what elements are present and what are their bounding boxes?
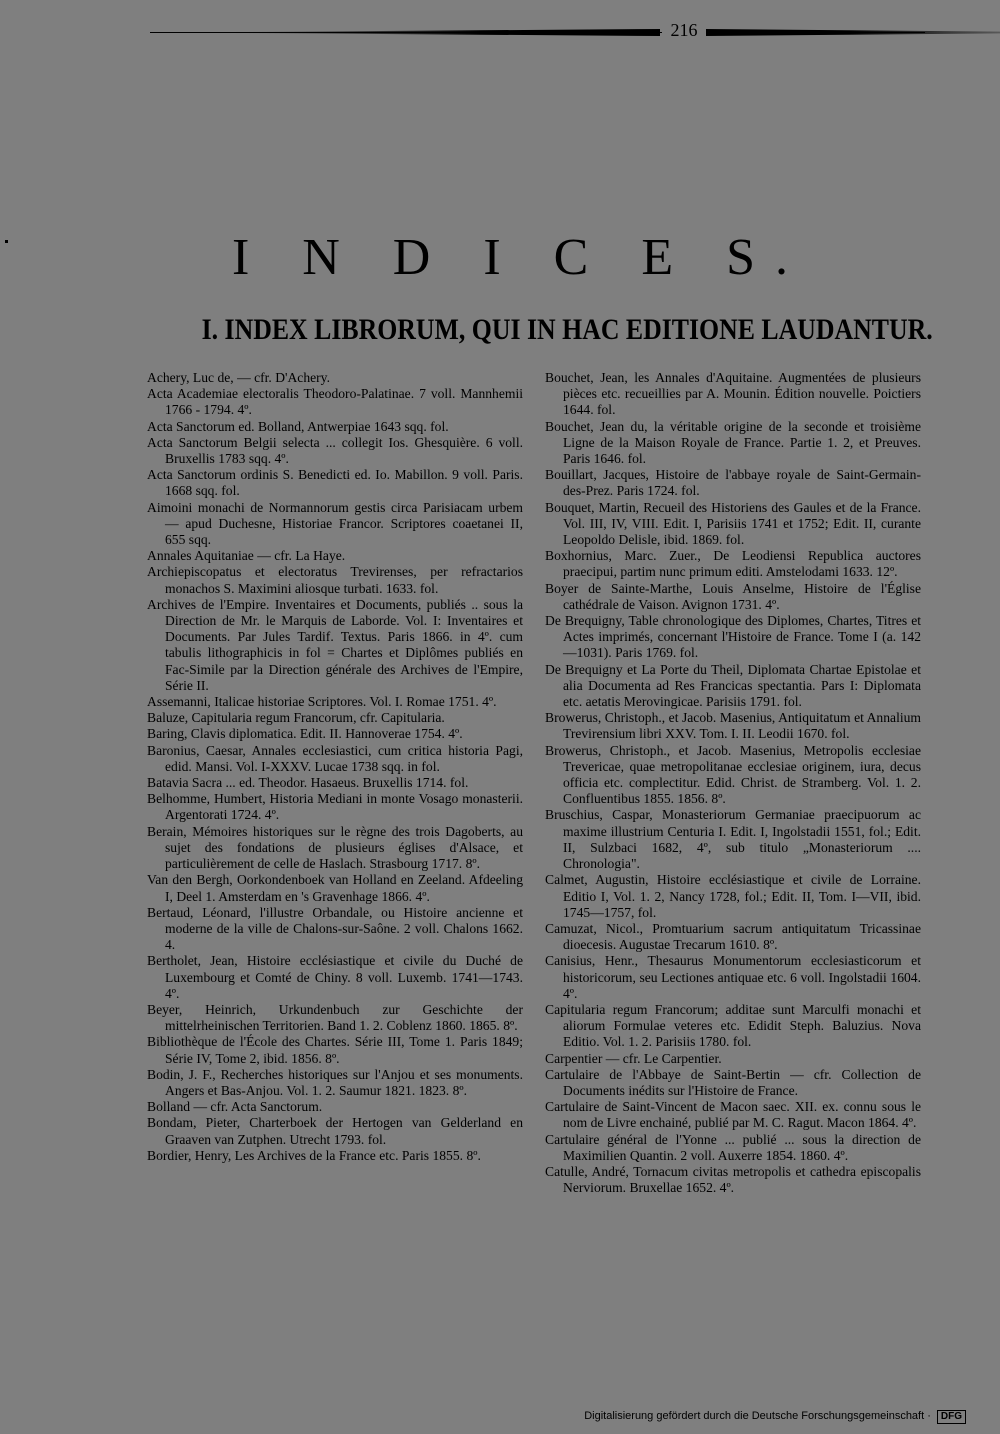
index-entry: Bruschius, Caspar, Monasteriorum Germaniae praecipuorum ac maxime illustrium Centuria I. Edit. I, Ingolstadii 1551, fol.; Edit. II, Sulzbaci 1682, 4º, sub titulo „Monasteriorum .... Chronologia". [545,807,921,872]
index-entry: Bertholet, Jean, Histoire ecclésiastique et civile du Duché de Luxembourg et Comté de Chiny. 8 voll. Luxemb. 1741—1743. 4º. [147,953,523,1001]
index-entry: Capitularia regum Francorum; additae sunt Marculfi monachi et aliorum Formulae veteres etc. Edidit Steph. Baluzius. Nova Editio. Vol. 1. 2. Parisiis 1780. fol. [545,1001,921,1050]
page-header [150,20,925,46]
index-entry: Assemanni, Italicae historiae Scriptores. Vol. I. Romae 1751. 4º. [147,694,497,710]
index-entry: Batavia Sacra ... ed. Theodor. Hasaeus. Bruxellis 1714. fol. [147,775,469,791]
index-entry: Bibliothèque de l'École des Chartes. Série III, Tome 1. Paris 1849; Série IV, Tome 2, ibid. 1856. 8º. [147,1034,523,1066]
index-entry: Van den Bergh, Oorkondenboek van Holland en Zeeland. Afdeeling I, Deel 1. Amsterdam en 's Gravenhage 1866. 4º. [147,872,523,904]
index-entry: Cartulaire général de l'Yonne ... publié ... sous la direction de Maximilien Quantin. 2 voll. Auxerre 1854. 1860. 4º. [545,1131,921,1163]
section-title: I. INDEX LIBRORUM, QUI IN HAC EDITIONE LAUDANTUR. [201,313,933,346]
index-entry: Boyer de Sainte-Marthe, Louis Anselme, Histoire de l'Église cathédrale de Vaison. Avignon 1731. 4º. [545,580,921,612]
index-entry: Acta Academiae electoralis Theodoro-Palatinae. 7 voll. Mannhemii 1766 - 1794. 4º. [147,386,523,418]
index-entry: Bodin, J. F., Recherches historiques sur l'Anjou et ses monuments. Angers et Bas-Anjou. Vol. 1. 2. Saumur 1821. 1823. 8º. [147,1066,523,1098]
main-title: I N D I C E S. [231,229,809,286]
index-entry: Baluze, Capitularia regum Francorum, cfr. Capitularia. [147,710,445,726]
index-entry: Bouquet, Martin, Recueil des Historiens des Gaules et de la France. Vol. III, IV, VIII. Edit. I, Parisiis 1741 et 1752; Edit. II, curante Leopoldo Delisle, ibid. 1869. fol. [545,499,921,548]
index-entry: Baronius, Caesar, Annales ecclesiastici, cum critica historia Pagi, edid. Mansi. Vol. I-XXXV. Lucae 1738 sqq. in fol. [147,742,523,774]
index-entry: Belhomme, Humbert, Historia Mediani in monte Vosago monasterii. Argentorati 1724. 4º. [147,791,523,823]
index-entry: Cartulaire de Saint-Vincent de Macon saec. XII. ex. connu sous le nom de Livre enchainé, publié par M. C. Ragut. Macon 1864. 4º. [545,1099,921,1131]
index-entry: Acta Sanctorum Belgii selecta ... collegit Ios. Ghesquière. 6 voll. Bruxellis 1783 sqq. 4º. [147,434,523,467]
index-columns [147,370,932,1395]
index-entry: Achery, Luc de, — cfr. D'Achery. [147,370,330,385]
index-entry: Baring, Clavis diplomatica. Edit. II. Hannoverae 1754. 4º. [147,726,463,742]
index-entry: Berain, Mémoires historiques sur le règne des trois Dagoberts, au sujet des fondations de plusieurs églises d'Alsace, et particulièrement de celle de Haslach. Strasbourg 1717. 8º. [147,823,523,872]
index-entry: Boxhornius, Marc. Zuer., De Leodiensi Republica auctores praecipui, partim nunc primum editi. Amstelodami 1633. 12º. [545,548,921,580]
index-entry: De Brequigny, Table chronologique des Diplomes, Chartes, Titres et Actes imprimés, concernant l'Histoire de France. Tome I (a. 142—1031). Paris 1769. fol. [545,613,921,661]
index-entry: Bolland — cfr. Acta Sanctorum. [147,1099,323,1115]
index-entry: Bouchet, Jean, les Annales d'Aquitaine. Augmentées de plusieurs pièces etc. recueillies par A. Mounin. Édition nouvelle. Poictiers 1644. fol. [545,370,921,418]
index-entry: De Brequigny et La Porte du Theil, Diplomata Chartae Epistolae et alia Documenta ad Res Francicas spectantia. Pars I: Diplomata etc. aetatis Merovingicae. Parisiis 1791. fol. [545,661,921,710]
page-number: 216 [662,20,706,41]
index-entry: Cartulaire de l'Abbaye de Saint-Bertin — cfr. Collection de Documents inédits sur l'Histoire de France. [545,1066,921,1098]
index-entry: Bondam, Pieter, Charterboek der Hertogen van Gelderland en Graaven van Zutphen. Utrecht 1793. fol. [147,1115,523,1147]
index-entry: Catulle, André, Tornacum civitas metropolis et cathedra episcopalis Nerviorum. Bruxellae 1652. 4º. [545,1163,921,1196]
index-entry: Bouillart, Jacques, Histoire de l'abbaye royale de Saint-Germain-des-Prez. Paris 1724. fol. [545,467,921,499]
left-column [147,370,523,1164]
index-entry: Bordier, Henry, Les Archives de la France etc. Paris 1855. 8º. [147,1147,481,1163]
index-entry: Archiepiscopatus et electoratus Trevirenses, per refractarios monachos S. Maximini aliosque turbati. 1633. fol. [147,564,523,596]
credit-text: Digitalisierung gefördert durch die Deutsche Forschungsgemeinschaft · [584,1410,931,1422]
digitization-credit [584,1410,966,1424]
index-entry: Bouchet, Jean du, la véritable origine de la seconde et troisième Ligne de la Maison Royale de France. Partie 1. 2, et Preuves. Paris 1646. fol. [545,418,921,467]
index-entry: Aimoini monachi de Normannorum gestis circa Parisiacam urbem — apud Duchesne, Historiae Francor. Scriptores coaetanei II, 655 sqq. [147,499,523,548]
header-ornament-right [706,29,1000,36]
index-entry: Bertaud, Léonard, l'illustre Orbandale, ou Histoire ancienne et moderne de la ville de Chalons-sur-Saône. 2 voll. Chalons 1662. 4. [147,904,523,953]
right-column [545,370,921,1196]
index-entry: Calmet, Augustin, Histoire ecclésiastique et civile de Lorraine. Editio I, Vol. 1. 2, Nancy 1728, fol.; Edit. II, Tom. I—VII, ibid. 1745—1757, fol. [545,872,921,920]
header-ornament-left [210,29,660,36]
index-entry: Carpentier — cfr. Le Carpentier. [545,1050,722,1066]
index-entry: Beyer, Heinrich, Urkundenbuch zur Geschichte der mittelrheinischen Territorien. Band 1. 2. Coblenz 1860. 1865. 8º. [147,1001,523,1034]
index-entry: Camuzat, Nicol., Promtuarium sacrum antiquitatum Tricassinae dioecesis. Augustae Trecarum 1610. 8º. [545,920,921,953]
index-entry: Browerus, Christoph., et Jacob. Masenius, Antiquitatum et Annalium Trevirensium libri XXV. Tom. I. II. Leodii 1670. fol. [545,710,921,742]
index-entry: Archives de l'Empire. Inventaires et Documents, publiés .. sous la Direction de Mr. le Marquis de Laborde. Vol. I: Inventaires et Documents. Par Jules Tardif. Textus. Paris 1866. in 4º. cum tabulis lithographicis in fol = Chartes et Diplômes publiés en Fac-Simile par la Direction générale des Archives de l'Empire, Série II. [147,596,523,693]
index-entry: Annales Aquitaniae — cfr. La Haye. [147,548,346,564]
index-entry: Canisius, Henr., Thesaurus Monumentorum ecclesiasticorum et historicorum, seu Lectiones antiquae etc. 6 voll. Ingolstadii 1604. 4º. [545,953,921,1001]
index-entry: Acta Sanctorum ordinis S. Benedicti ed. Io. Mabillon. 9 voll. Paris. 1668 sqq. fol. [147,467,523,499]
index-entry: Browerus, Christoph., et Jacob. Masenius, Metropolis ecclesiae Trevericae, quae metropolitanae ecclesiae originem, iura, decus officia etc. complectitur. Edid. Christ. de Stramberg. Vol. 1. 2. Confluentibus 1855. 1856. 8º. [545,742,921,807]
index-entry: Acta Sanctorum ed. Bolland, Antwerpiae 1643 sqq. fol. [147,418,449,434]
dfg-logo: DFG [937,1410,966,1424]
